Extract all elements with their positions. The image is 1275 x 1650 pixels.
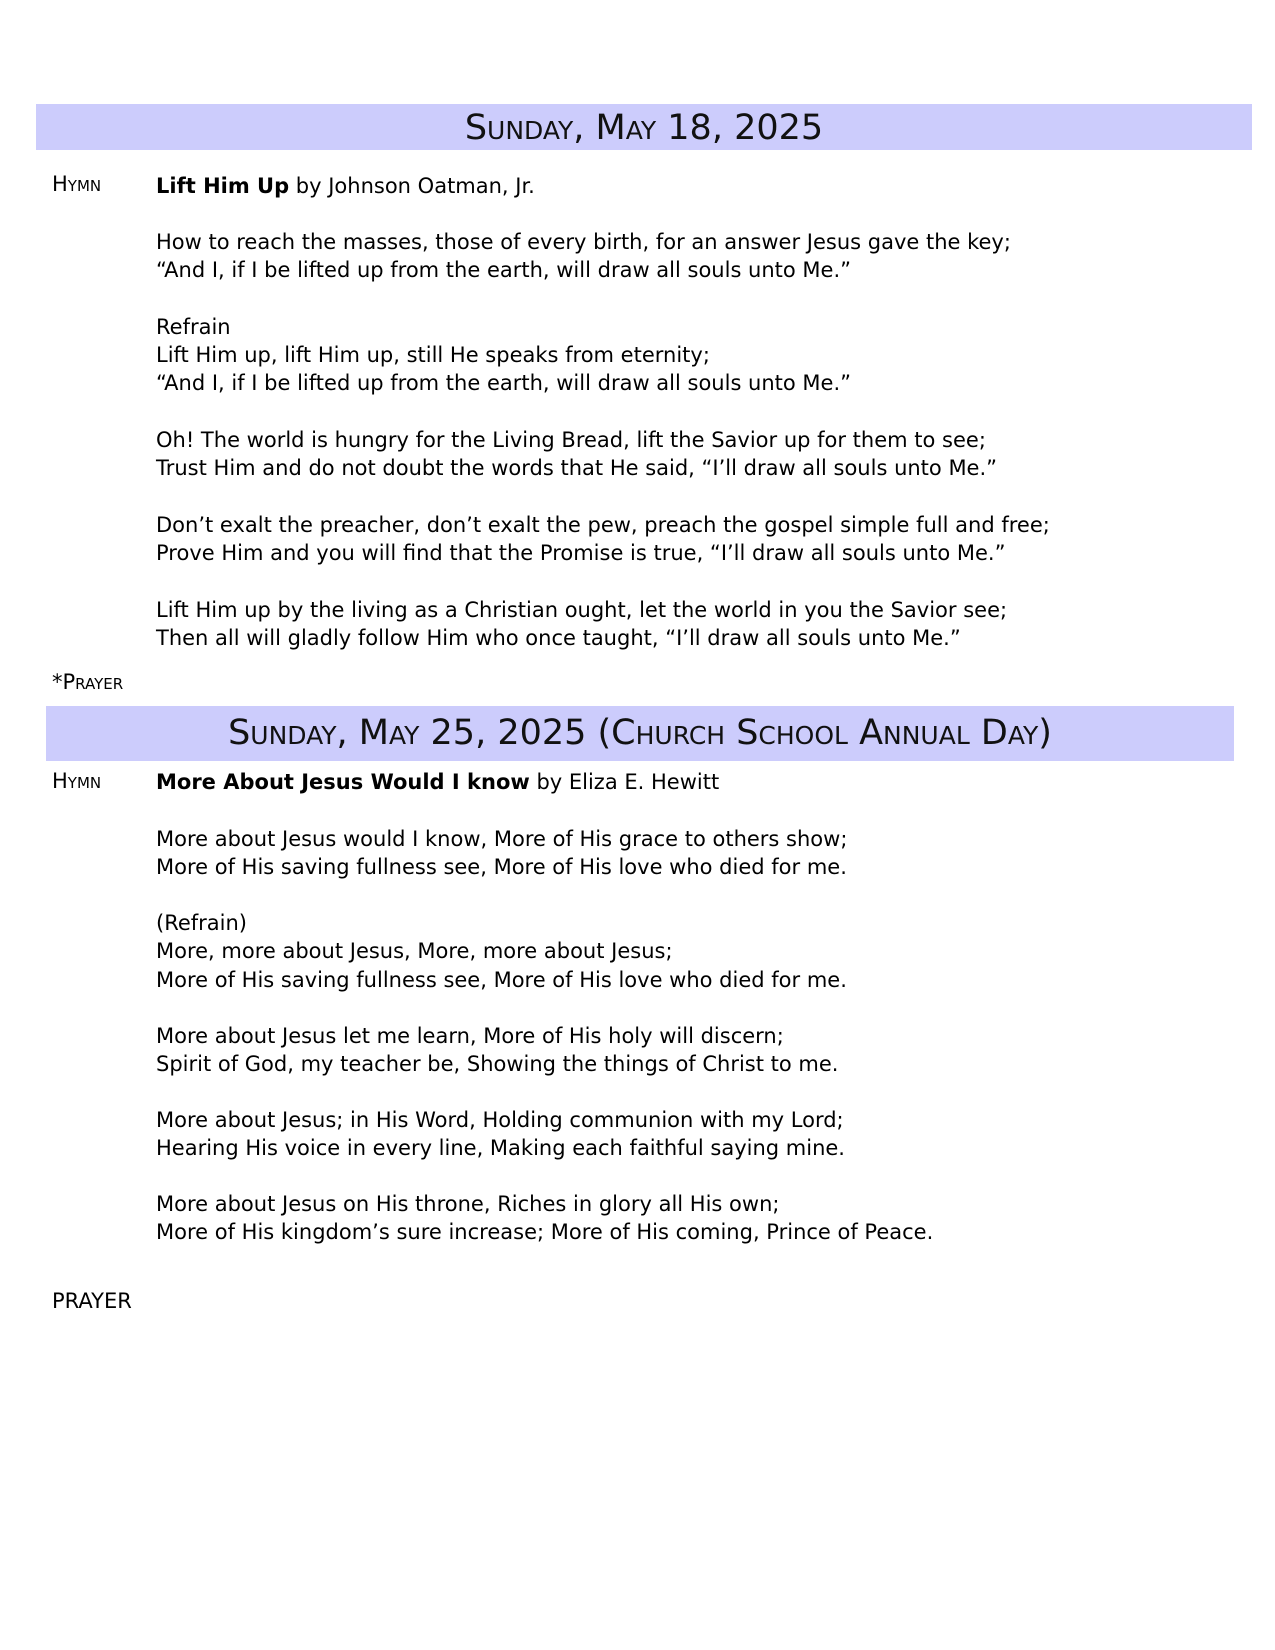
lyric-line: More about Jesus on His throne, Riches in glory all His own; bbox=[156, 1192, 780, 1216]
lyric-line: Oh! The world is hungry for the Living Bread, lift the Savior up for them to see; bbox=[156, 428, 986, 452]
lyric-line: More of His kingdom’s sure increase; More of His coming, Prince of Peace. bbox=[156, 1220, 934, 1244]
section-2-prayer-label: PRAYER bbox=[52, 1289, 132, 1313]
lyric-line: Trust Him and do not doubt the words that He said, “I’ll draw all souls unto Me.” bbox=[156, 456, 998, 480]
lyric-line: More about Jesus let me learn, More of His holy will discern; bbox=[156, 1024, 784, 1048]
section-2-hymn-title: More About Jesus Would I know bbox=[156, 770, 530, 794]
lyric-line: Prove Him and you will find that the Promise is true, “I’ll draw all souls unto Me.” bbox=[156, 541, 1006, 565]
section-2-date-heading: Sunday, May 25, 2025 (Church School Annual Day) bbox=[46, 706, 1234, 761]
lyric-line: (Refrain) bbox=[156, 911, 247, 935]
lyric-line: Refrain bbox=[156, 315, 231, 339]
lyric-line: Lift Him up, lift Him up, still He speaks from eternity; bbox=[156, 343, 710, 367]
section-1-hymn-title: Lift Him Up bbox=[156, 174, 290, 198]
lyric-line: Then all will gladly follow Him who once taught, “I’ll draw all souls unto Me.” bbox=[156, 626, 961, 650]
lyric-line: How to reach the masses, those of every birth, for an answer Jesus gave the key; bbox=[156, 230, 1011, 254]
lyric-line: Spirit of God, my teacher be, Showing the things of Christ to me. bbox=[156, 1052, 839, 1076]
lyric-line: Hearing His voice in every line, Making each faithful saying mine. bbox=[156, 1136, 845, 1160]
lyric-line: More, more about Jesus, More, more about Jesus; bbox=[156, 939, 673, 963]
lyric-line: More of His saving fullness see, More of His love who died for me. bbox=[156, 855, 847, 879]
lyric-line: Lift Him up by the living as a Christian ought, let the world in you the Savior see; bbox=[156, 598, 1008, 622]
lyric-line: More about Jesus would I know, More of His grace to others show; bbox=[156, 827, 848, 851]
section-1-hymn-label: Hymn bbox=[52, 172, 102, 196]
lyric-line: “And I, if I be lifted up from the earth, will draw all souls unto Me.” bbox=[156, 258, 852, 282]
section-2-hymn-heading bbox=[156, 768, 719, 796]
section-1-prayer-label: *Prayer bbox=[52, 670, 124, 694]
section-1-hymn-author: by Johnson Oatman, Jr. bbox=[289, 174, 535, 198]
lyric-line: “And I, if I be lifted up from the earth, will draw all souls unto Me.” bbox=[156, 371, 852, 395]
section-1-date-heading: Sunday, May 18, 2025 bbox=[36, 104, 1252, 150]
lyric-line: More about Jesus; in His Word, Holding communion with my Lord; bbox=[156, 1108, 844, 1132]
lyric-line: More of His saving fullness see, More of His love who died for me. bbox=[156, 968, 847, 992]
section-2-hymn-author: by Eliza E. Hewitt bbox=[529, 770, 720, 794]
section-2-hymn-label: Hymn bbox=[52, 769, 102, 793]
lyric-line: Don’t exalt the preacher, don’t exalt the pew, preach the gospel simple full and free; bbox=[156, 513, 1050, 537]
section-1-hymn-heading bbox=[156, 172, 535, 200]
